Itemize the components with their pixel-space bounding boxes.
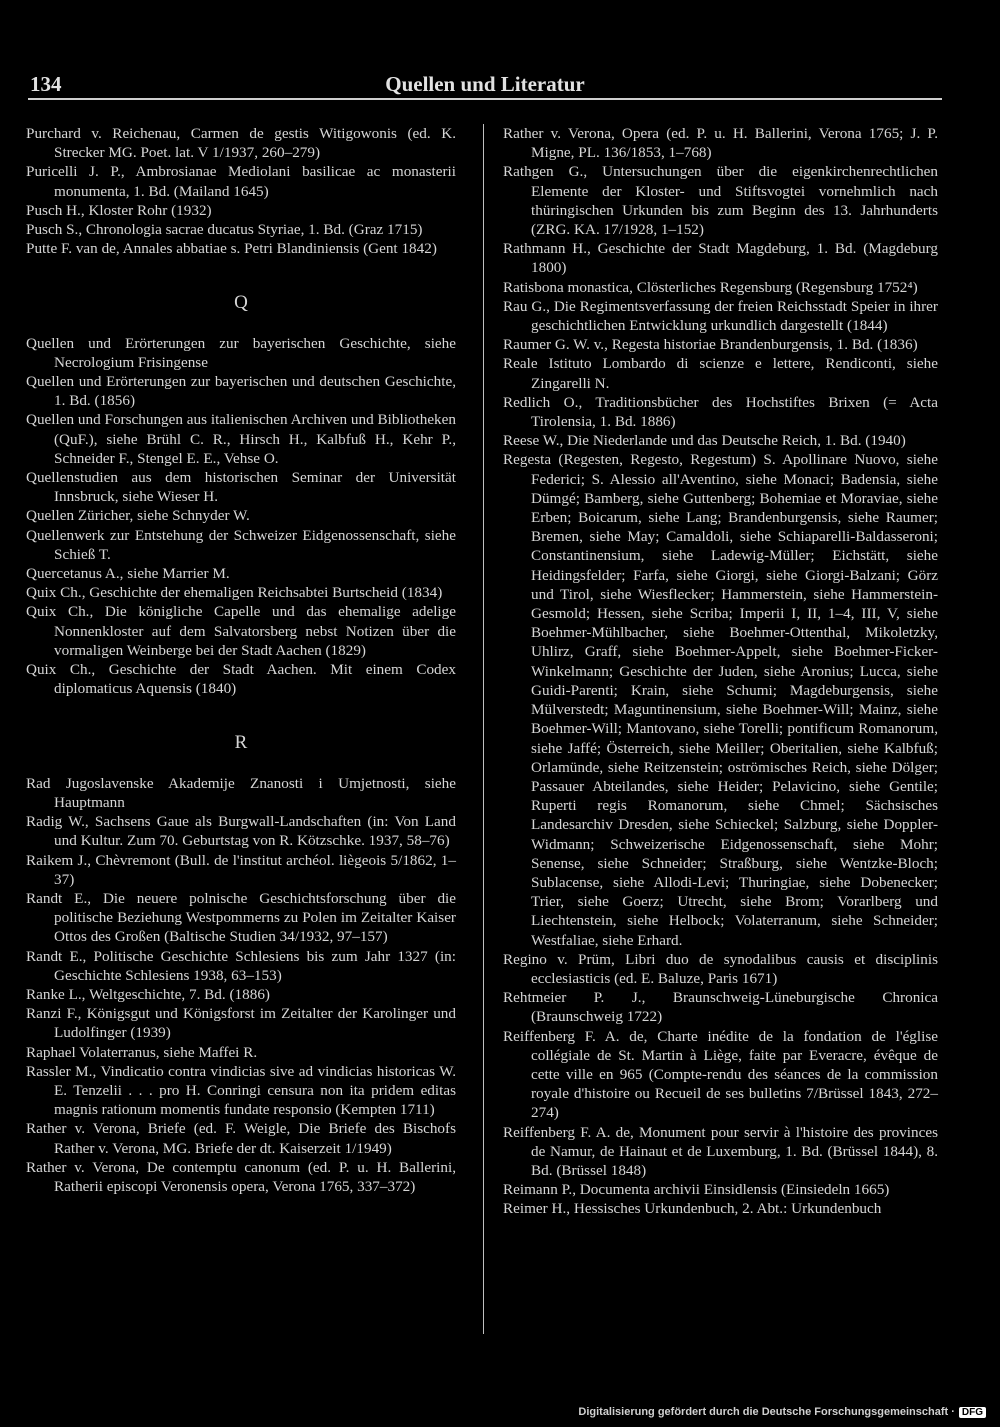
section-letter-q: Q (234, 292, 248, 314)
bibliography-entry: Reale Istituto Lombardo di scienze e lettere, Rendiconti, siehe Zingarelli N. (503, 355, 938, 392)
bibliography-entry: Ranke L., Weltgeschichte, 7. Bd. (1886) (26, 985, 270, 1003)
bibliography-entry: Redlich O., Traditionsbücher des Hochstiftes Brixen (= Acta Tirolensia, 1. Bd. 1886) (503, 393, 938, 431)
bibliography-entry: Quix Ch., Geschichte der Stadt Aachen. Mit einem Codex diplomaticus Aquensis (1840) (26, 661, 456, 698)
dfg-logo: DFG (959, 1407, 986, 1418)
running-title: Quellen und Literatur (385, 72, 585, 96)
bibliography-entry: Quix Ch., Geschichte der ehemaligen Reichsabtei Burtscheid (1834) (26, 584, 443, 602)
bibliography-entry: Reiffenberg F. A. de, Charte inédite de la fondation de l'église collégiale de St. Martin à Liège, faite par Everacre, évêque de cette ville en 965 (Compte-rendu des séances de la commission royale d'histoire ou Recueil de ses bulletins 7/Brüssel 1843, 272–274) (503, 1027, 938, 1122)
bibliography-entry: Randt E., Die neuere polnische Geschichtsforschung über die politische Beziehung Westpommerns zu Polen im Zeitalter Kaiser Ottos des Großen (Baltische Studien 34/1932, 97–157) (26, 889, 456, 946)
bibliography-entry: Quellen und Erörterungen zur bayerischen und deutschen Geschichte, 1. Bd. (1856) (26, 373, 456, 410)
bibliography-entry: Raphael Volaterranus, siehe Maffei R. (26, 1043, 258, 1061)
bibliography-entry: Reese W., Die Niederlande und das Deutsche Reich, 1. Bd. (1940) (503, 432, 906, 450)
column-divider (483, 124, 484, 1334)
bibliography-entry: Pusch H., Kloster Rohr (1932) (26, 201, 212, 219)
bibliography-entry: Quellenwerk zur Entstehung der Schweizer Eidgenossenschaft, siehe Schieß T. (26, 526, 456, 563)
bibliography-entry: Regesta (Regesten, Regesto, Regestum) S. Apollinare Nuovo, siehe Federici; S. Alessio all'Aventino, siehe Monaci; Badensia, siehe Dümgé; Bamberg, siehe Guttenberg; Bohemiae et Moraviae, siehe Erben; Boicarum, siehe Lang; Brandenburgensis, siehe Raumer; Bremen, siehe May; Camaldoli, siehe Schiaparelli-Baldasseroni; Constantinensium, siehe Ladewig-Müller; Eichstätt, siehe Heidingsfelder; Farfa, siehe Giorgi, siehe Giorgi-Balzani; Görz und Tirol, siehe Wiesflecker; Hammerstein, siehe Hammerstein-Gesmold; Hessen, siehe Scriba; Imperii I, II, 1–4, III, V, siehe Boehmer-Mühlbacher, siehe Boehmer-Ottenthal, Mikoletzky, Uhlirz, Graff, siehe Boehmer-Appelt, siehe Boehmer-Ficker-Winkelmann; Geschichte der Juden, siehe Aronius; Lucca, siehe Guidi-Parenti; Krain, siehe Schumi; Magdeburgensis, siehe Mülverstedt; Maguntinensium, siehe Boehmer-Will; Mainz, siehe Boehmer-Will; Mantovano, siehe Torelli; pontificum Romanorum, siehe Jaffé; Österreich, siehe Meiller; Oberitalien, siehe Kalbfuß; Orlamünde, siehe Reitzenstein; oströmisches Reich, siehe Dölger; Passauer Abteilandes, siehe Heider; Pelavicino, siehe Gentile; Ruperti regis Romanorum, siehe Chmel; Sächsisches Landesarchiv Dresden, siehe Schieckel; Salzburg, siehe Doppler-Widmann; Schweizerische Eidgenossenschaft, siehe Mohr; Senense, siehe Schneider; Straßburg, siehe Wentzke-Bloch; Sublacense, siehe Allodi-Levi; Thuringiae, siehe Dobenecker; Trier, siehe Goerz; Utrecht, siehe Brom; Vorarlberg und Liechtenstein, siehe Helbock; Volaterranum, siehe Schneider; Westfaliae, siehe Erhard. (503, 451, 938, 949)
bibliography-entry: Reimer H., Hessisches Urkundenbuch, 2. Abt.: Urkundenbuch (503, 1200, 882, 1218)
bibliography-entry: Quix Ch., Die königliche Capelle und das ehemalige adelige Nonnenkloster auf dem Salvatorsberg nebst Notizen über die vormaligen Weinberge bei der Stadt Aachen (1829) (26, 603, 456, 659)
footer-text: Digitalisierung gefördert durch die Deutsche Forschungsgemeinschaft · (578, 1406, 955, 1418)
bibliography-entry: Rathmann H., Geschichte der Stadt Magdeburg, 1. Bd. (Magdeburg 1800) (503, 240, 938, 277)
bibliography-entry: Ratisbona monastica, Clösterliches Regensburg (Regensburg 1752⁴) (503, 278, 918, 296)
bibliography-entry: Quellen und Erörterungen zur bayerischen Geschichte, siehe Necrologium Frisingense (26, 334, 456, 371)
bibliography-entry: Quellenstudien aus dem historischen Seminar der Universität Innsbruck, siehe Wieser H. (26, 469, 456, 506)
bibliography-entry: Rather v. Verona, De contemptu canonum (ed. P. u. H. Ballerini, Ratherii episcopi Veronensis opera, Verona 1765, 337–372) (26, 1158, 456, 1195)
bibliography-entry: Quellen Züricher, siehe Schnyder W. (26, 507, 250, 525)
bibliography-entry: Raikem J., Chèvremont (Bull. de l'institut archéol. liègeois 5/1862, 1–37) (26, 851, 456, 888)
page-number: 134 (30, 72, 62, 96)
bibliography-entry: Rassler M., Vindicatio contra vindicias sive ad vindicias historicas W. E. Tenzelii . . . pro H. Conringi censura non ita pridem editas magnis rationum momentis fundate responsio (Kempten 1711) (26, 1062, 456, 1119)
entries-right (503, 124, 938, 1219)
footer (578, 1406, 986, 1418)
bibliography-entry: Randt E., Politische Geschichte Schlesiens bis zum Jahr 1327 (in: Geschichte Schlesiens 1938, 63–153) (26, 947, 456, 984)
bibliography-entry: Rather v. Verona, Opera (ed. P. u. H. Ballerini, Verona 1765; J. P. Migne, PL. 136/1853, 1–768) (503, 125, 938, 162)
entries-p (26, 124, 456, 258)
bibliography-entry: Rathgen G., Untersuchungen über die eigenkirchenrechtlichen Elemente der Kloster- und Stiftsvogtei vornehmlich nach thüringischen Urkunden bis zum Beginn des 13. Jahrhunderts (ZRG. KA. 17/1928, 1–152) (503, 163, 938, 239)
left-column (26, 124, 456, 1196)
bibliography-entry: Putte F. van de, Annales abbatiae s. Petri Blandiniensis (Gent 1842) (26, 240, 437, 258)
bibliography-entry: Radig W., Sachsens Gaue als Burgwall-Landschaften (in: Von Land und Kultur. Zum 70. Geburtstag von R. Kötzschke. 1937, 58–76) (26, 813, 456, 850)
bibliography-entry: Ranzi F., Königsgut und Königsforst im Zeitalter der Karolinger und Ludolfinger (1939) (26, 1005, 456, 1042)
bibliography-entry: Puricelli J. P., Ambrosianae Mediolani basilicae ac monasterii monumenta, 1. Bd. (Mailand 1645) (26, 163, 456, 200)
entries-r (26, 774, 456, 1196)
section-letter-r: R (234, 732, 248, 754)
bibliography-entry: Quercetanus A., siehe Marrier M. (26, 565, 230, 583)
bibliography-entry: Pusch S., Chronologia sacrae ducatus Styriae, 1. Bd. (Graz 1715) (26, 221, 423, 239)
bibliography-entry: Rau G., Die Regimentsverfassung der freien Reichsstadt Speier in ihrer geschichtlichen Entwicklung urkundlich dargestellt (1844) (503, 297, 938, 335)
bibliography-entry: Reiffenberg F. A. de, Monument pour servir à l'histoire des provinces de Namur, de Hainaut et de Luxemburg, 1. Bd. (Brüssel 1844), 8. Bd. (Brüssel 1848) (503, 1123, 938, 1179)
bibliography-entry: Reimann P., Documenta archivii Einsidlensis (Einsiedeln 1665) (503, 1181, 890, 1199)
entries-q (26, 334, 456, 699)
bibliography-entry: Rehtmeier P. J., Braunschweig-Lüneburgische Chronica (Braunschweig 1722) (503, 989, 938, 1026)
bibliography-entry: Regino v. Prüm, Libri duo de synodalibus causis et disciplinis ecclesiasticis (ed. E. Baluze, Paris 1671) (503, 950, 938, 987)
bibliography-entry: Rad Jugoslavenske Akademije Znanosti i Umjetnosti, siehe Hauptmann (26, 774, 456, 811)
bibliography-entry: Rather v. Verona, Briefe (ed. F. Weigle, Die Briefe des Bischofs Rather v. Verona, MG. Briefe der dt. Kaiserzeit 1/1949) (26, 1120, 456, 1157)
right-column (503, 124, 938, 1219)
bibliography-entry: Quellen und Forschungen aus italienischen Archiven und Bibliotheken (QuF.), siehe Brühl C. R., Hirsch H., Kalbfuß H., Kehr P., Schneider F., Stengel E. E., Vehse O. (26, 411, 456, 467)
bibliography-entry: Raumer G. W. v., Regesta historiae Brandenburgensis, 1. Bd. (1836) (503, 336, 918, 354)
page-header (28, 68, 942, 100)
bibliography-entry: Purchard v. Reichenau, Carmen de gestis Witigowonis (ed. K. Strecker MG. Poet. lat. V 1/1937, 260–279) (26, 125, 456, 162)
